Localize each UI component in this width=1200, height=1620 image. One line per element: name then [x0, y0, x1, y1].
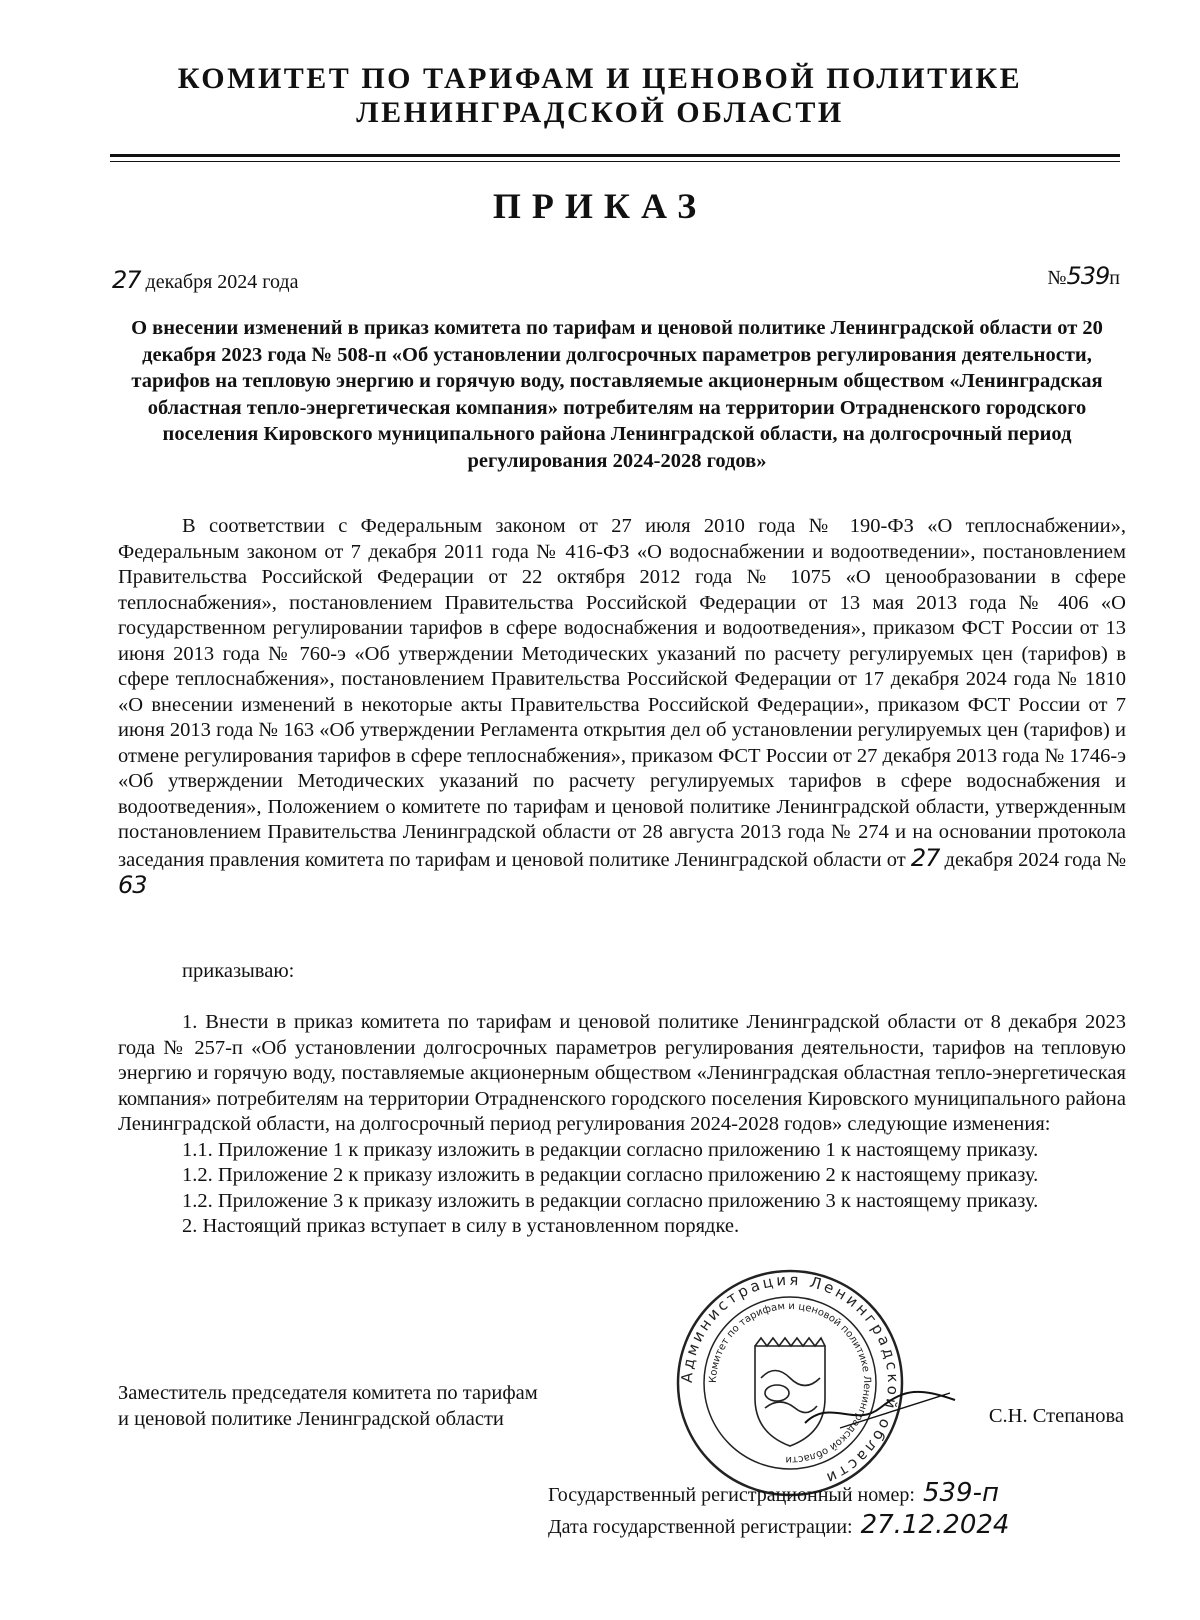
registration-number-row: [548, 1478, 1009, 1510]
signer-name: С.Н. Степанова: [988, 1405, 1124, 1427]
signer-position-line-2: и ценовой политике Ленинградской области: [118, 1408, 504, 1430]
order-date: [112, 266, 298, 294]
order-item-1-1: 1.1. Приложение 1 к приказу изложить в редакции согласно приложению 1 к настоящему приказу.: [182, 1138, 1039, 1161]
order-number-value: 539: [1066, 262, 1110, 290]
order-date-rest: декабря 2024 года: [145, 271, 299, 293]
protocol-day: 27: [910, 843, 940, 872]
registration-date-value: 27.12.2024: [860, 1510, 1010, 1540]
handwritten-signature: [800, 1378, 960, 1438]
legal-basis-paragraph: [118, 514, 1126, 901]
protocol-date-rest: декабря 2024 года №: [944, 848, 1127, 871]
committee-line-1: КОМИТЕТ ПО ТАРИФАМ И ЦЕНОВОЙ ПОЛИТИКЕ: [177, 62, 1023, 95]
order-date-day: 27: [112, 266, 141, 294]
legal-basis-text: В соответствии с Федеральным законом от 27 июля 2010 года № 190-ФЗ «О теплоснабжении», Федеральным законом от 7 декабря 2011 года № 416-ФЗ «О водоснабжении и водоотведении», постановлением Правительства Российской Федерации от 22 октября 2012 года № 1075 «О ценообразовании в сфере теплоснабжения», постановлением Правительства Российской Федерации от 13 мая 2013 года № 406 «О государственном регулировании тарифов в сфере водоснабжения и водоотведения», приказом ФСТ России от 13 июня 2013 года № 760-э «Об утверждении Методических указаний по расчету регулируемых цен (тарифов) в сфере теплоснабжения», постановлением Правительства Российской Федерации от 17 декабря 2024 года № 1810 «О внесении изменений в некоторые акты Правительства Российской Федерации», приказом ФСТ России от 7 июня 2013 года № 163 «Об утверждении Регламента открытия дел об установлении регулируемых цен (тарифов) и отмене регулирования тарифов в сфере теплоснабжения», приказом ФСТ России от 27 декабря 2013 года № 1746-э «Об утверждении Методических указаний по расчету регулируемых тарифов в сфере водоснабжения и водоотведения», Положением о комитете по тарифам и ценовой политике Ленинградской области, утвержденным постановлением Правительства Ленинградской области от 28 августа 2013 года № 274 и на основании протокола заседания правления комитета по тарифам и ценовой политике Ленинградской области от: [118, 515, 1126, 871]
order-item-1-2: 1.2. Приложение 2 к приказу изложить в редакции согласно приложению 2 к настоящему приказу.: [182, 1164, 1039, 1186]
signer-position-line-1: Заместитель председателя комитета по тарифам: [118, 1382, 538, 1404]
order-number-prefix: №: [1047, 267, 1067, 289]
protocol-number: 63: [118, 871, 147, 899]
seal-inner-text: Комитет по тарифам и ценовой политике Ленинградской области: [707, 1300, 873, 1466]
header-rule-thin: [110, 161, 1120, 162]
registration-date-label: Дата государственной регистрации:: [548, 1516, 853, 1538]
registration-date-row: [548, 1510, 1009, 1542]
order-item-1: 1. Внести в приказ комитета по тарифам и ценовой политике Ленинградской области от 8 декабря 2023 года № 257-п «Об установлении долгосрочных параметров регулирования деятельности, тарифов на тепловую энергию и горячую воду, поставляемые акционерным обществом «Ленинградская областная тепло-энергетическая компания» потребителям на территории Отрадненского городского поселения Кировского муниципального района Ленинградской области, на долгосрочный период регулирования 2024-2028 годов» следующие изменения:: [118, 1011, 1126, 1135]
registration-number-value: 539-п: [922, 1478, 999, 1508]
committee-header: [100, 62, 1100, 130]
order-item-1-2-second: 1.2. Приложение 3 к приказу изложить в редакции согласно приложению 3 к настоящему приказу.: [182, 1189, 1039, 1212]
order-subject: О внесении изменений в приказ комитета по тарифам и ценовой политике Ленинградской области от 20 декабря 2023 года № 508-п «Об установлении долгосрочных параметров регулирования деятельности, тарифов на тепловую энергию и горячую воду, поставляемые акционерным обществом «Ленинградская областная тепло-энергетическая компания» потребителям на территории Отрадненского городского поселения Кировского муниципального района Ленинградской области, на долгосрочный период регулирования 2024-2028 годов»: [131, 317, 1103, 472]
order-item-2: 2. Настоящий приказ вступает в силу в установленном порядке.: [182, 1215, 740, 1237]
order-items: [118, 1010, 1126, 1240]
order-word: приказываю:: [182, 960, 295, 982]
document-title: ПРИКАЗ: [492, 186, 708, 226]
header-rule-thick: [110, 154, 1120, 157]
registration-block: [548, 1478, 1009, 1542]
committee-line-2: ЛЕНИНГРАДСКОЙ ОБЛАСТИ: [356, 96, 844, 129]
signer-position: [118, 1380, 538, 1432]
seal-outer-text: Администрация Ленинградской области: [677, 1270, 903, 1489]
order-number: [1047, 262, 1120, 290]
registration-number-label: Государственный регистрационный номер:: [548, 1484, 915, 1506]
order-number-suffix: п: [1109, 267, 1120, 289]
